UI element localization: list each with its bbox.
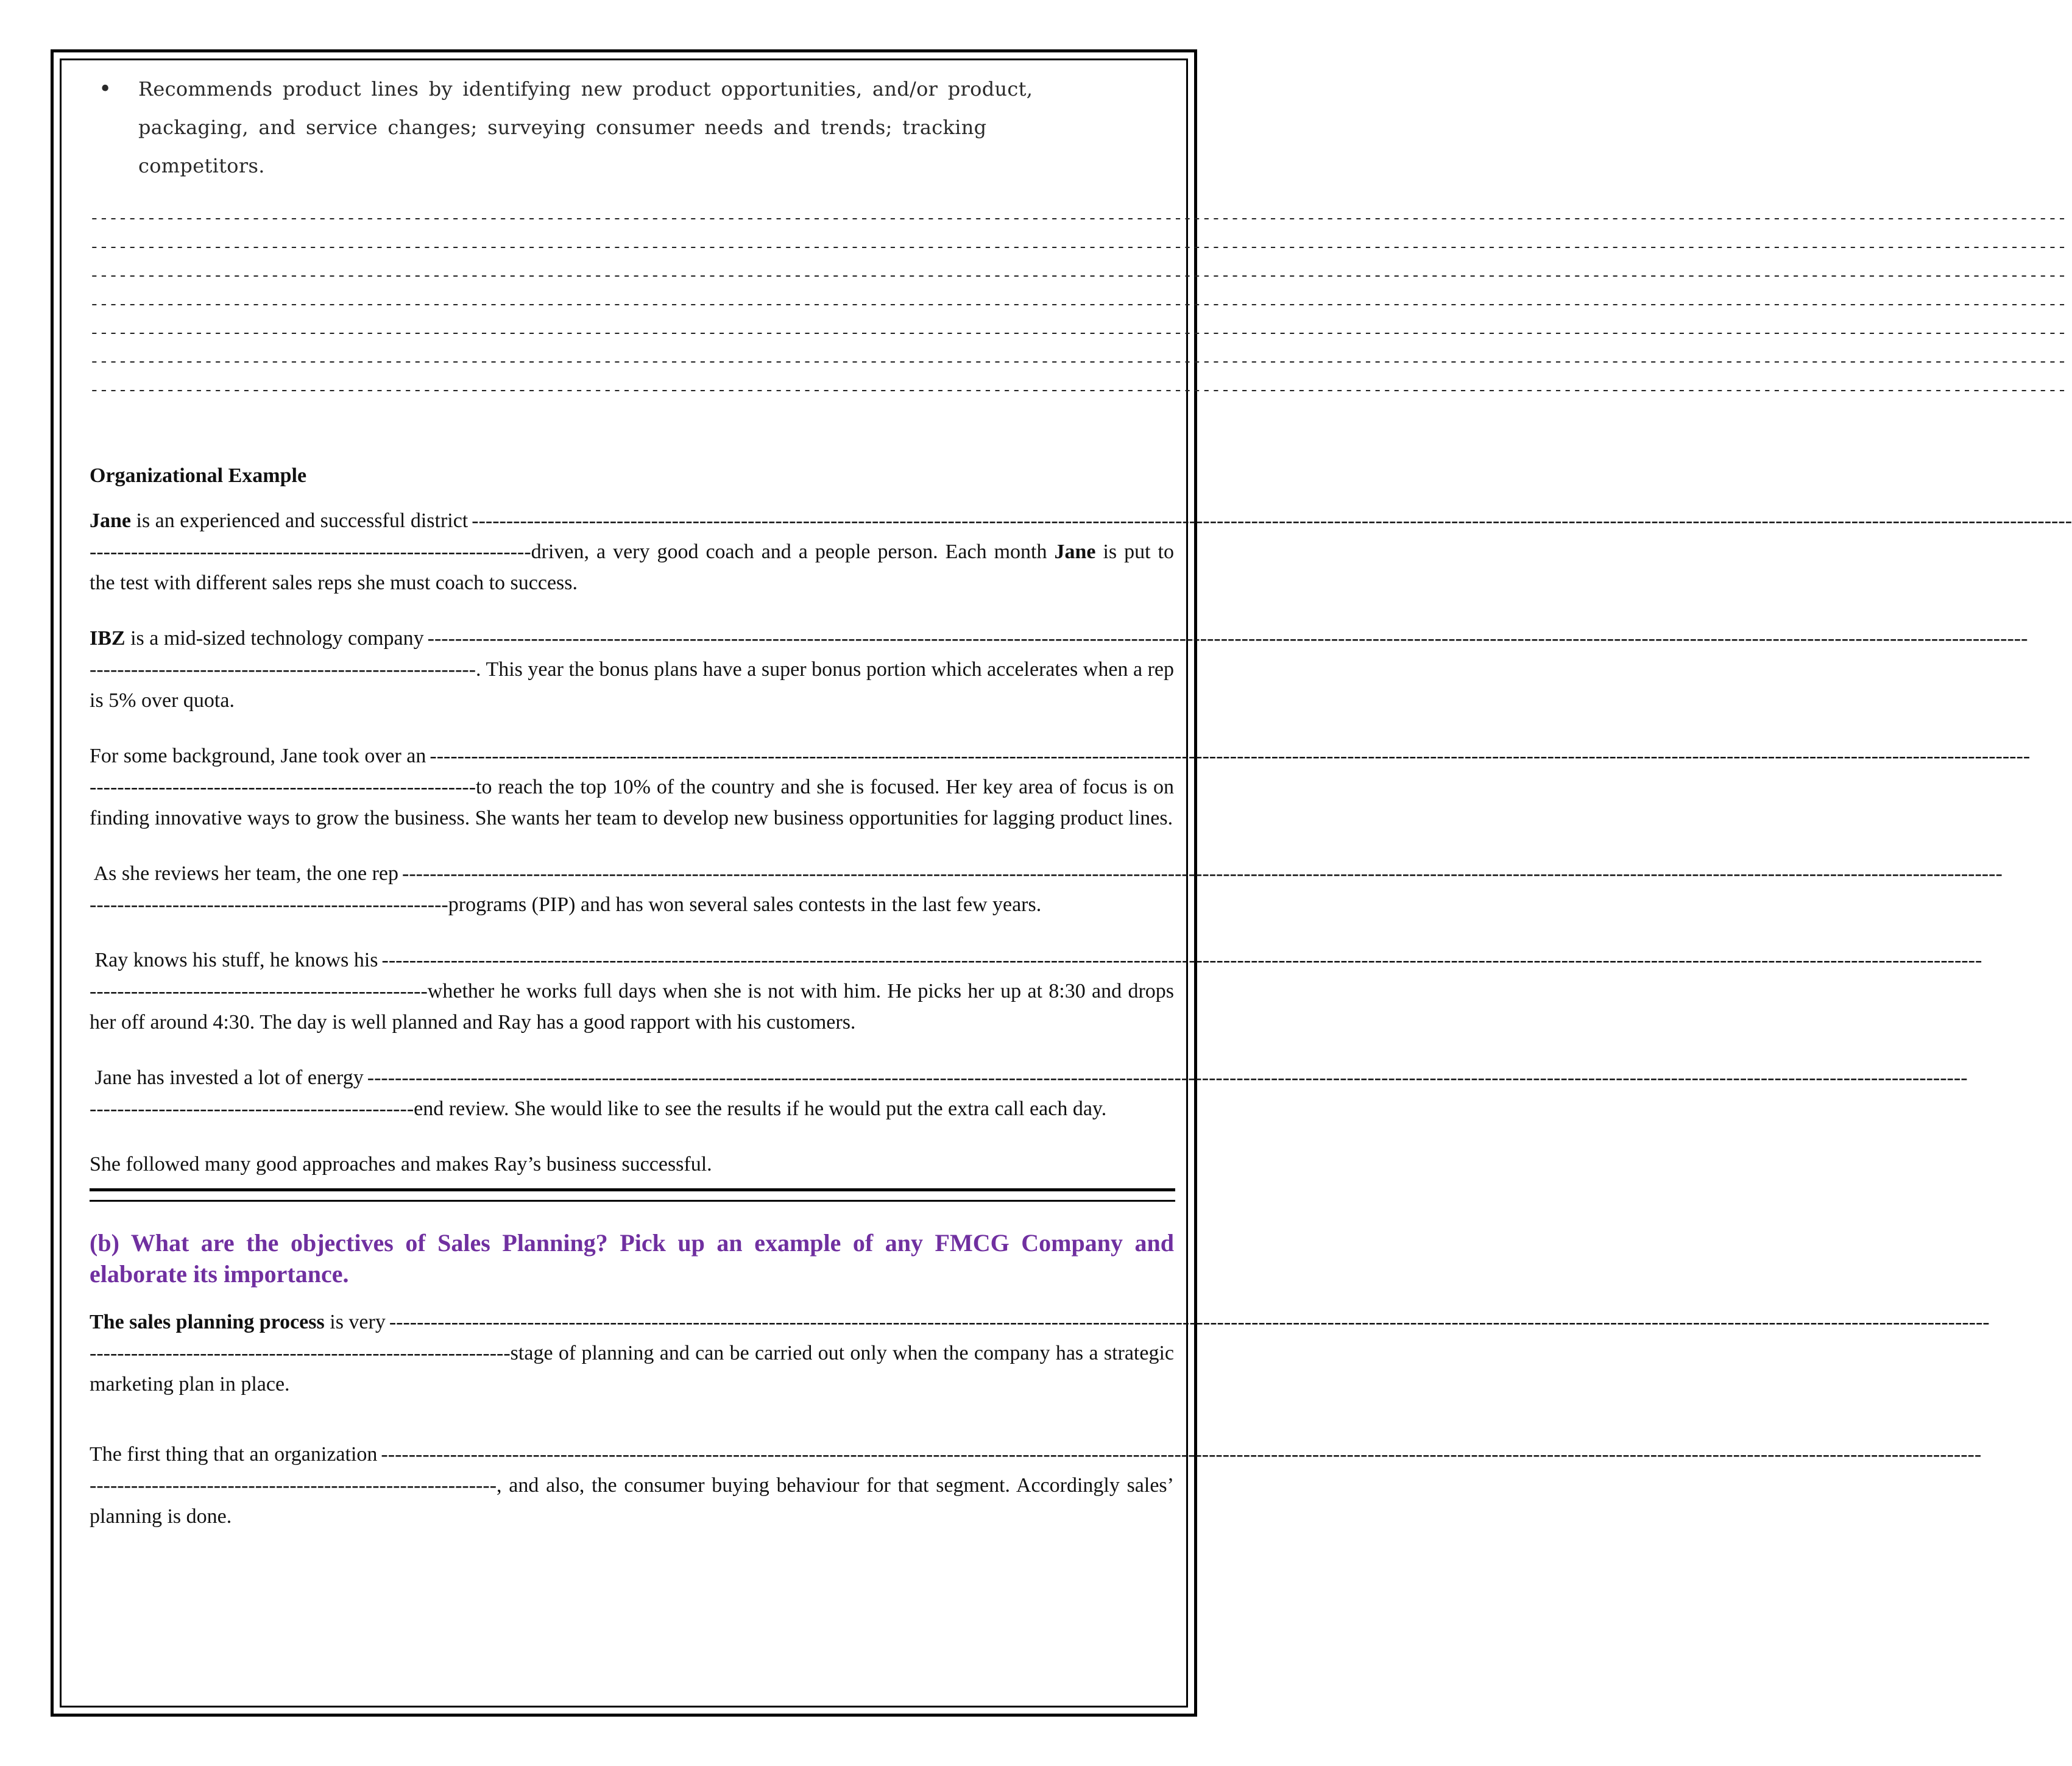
paragraph-4 (90, 858, 1174, 920)
paragraph-text: Jane has invested a lot of energy (90, 1066, 364, 1089)
dash-line: ---------------------------------------------------------------------------------------------------------------------------------------------------------------------------------------------------------------- (90, 238, 2067, 257)
blank-fill (402, 858, 2003, 889)
dash-line: ---------------------------------------------------------------------------------------------------------------------------------------------------------------------------------------------------------------- (90, 324, 2067, 342)
paragraph-3 (90, 740, 1174, 834)
paragraph-text: is a mid-sized technology company (125, 627, 424, 650)
dash-line: ---------------------------------------------------------------------------------------------------------------------------------------------------------------------------------------------------------------- (90, 381, 2067, 400)
blank-fill (428, 623, 2028, 654)
blank-answer-lines (90, 205, 2067, 405)
paragraph-text: to reach the top 10% of the country and she is focused. Her key area of focus is on finding innovative ways to grow the business. She wants her team to develop new business opportunities for lagging product lines. (90, 776, 1174, 829)
blank-dashes: ----------------------------------------------- (90, 1098, 414, 1120)
paragraph-text: is an experienced and successful district (131, 509, 468, 532)
blank-dashes: -------------------------------------------------------- (90, 658, 476, 681)
paragraph-text: She followed many good approaches and makes Ray’s business successful. (90, 1153, 712, 1176)
company-ibz: IBZ (90, 627, 126, 650)
blank-fill (430, 740, 2030, 771)
bullet-text: Recommends product lines by identifying new product opportunities, and/or product, packaging, and service changes; surveying consumer needs and trends; tracking competitors. (138, 77, 1033, 177)
bold-term: The sales planning process (90, 1311, 325, 1333)
blank-fill (389, 1307, 1990, 1338)
paragraph-text: . This year the bonus plans have a super bonus portion which accelerates when a rep is 5% over quota. (90, 658, 1174, 712)
name-jane: Jane (1054, 541, 1096, 563)
section-heading: Organizational Example (90, 464, 307, 487)
paragraph-text: , and also, the consumer buying behaviour for that segment. Accordingly sales’ planning is done. (90, 1474, 1174, 1528)
paragraph-text: For some background, Jane took over an (90, 745, 426, 767)
paragraph-5 (90, 945, 1174, 1038)
paragraph-2 (90, 623, 1174, 716)
paragraph-text: The first thing that an organization (90, 1443, 378, 1466)
blank-dashes: ----------------------------------------------------------- (90, 1474, 497, 1497)
paragraph-text: As she reviews her team, the one rep (90, 862, 398, 885)
blank-dashes: ---------------------------------------------------- (90, 893, 448, 916)
answer-paragraph-1 (90, 1307, 1174, 1400)
dash-line: ---------------------------------------------------------------------------------------------------------------------------------------------------------------------------------------------------------------- (90, 353, 2067, 371)
paragraph-text: is very (324, 1311, 386, 1333)
blank-fill (382, 945, 1982, 976)
blank-dashes: -------------------------------------------------------- (90, 776, 476, 798)
paragraph-text: whether he works full days when she is not with him. He picks her up at 8:30 and drops her off around 4:30. The day is well planned and Ray has a good rapport with his customers. (90, 980, 1174, 1034)
section-divider (90, 1188, 1175, 1202)
blank-fill (381, 1439, 1981, 1470)
blank-dashes: --------------------------------------------------------------- (90, 541, 525, 563)
document-content (90, 70, 2067, 1532)
blank-dashes: ------------------------------------------------- (90, 980, 428, 1002)
name-jane: Jane (90, 509, 131, 532)
paragraph-text: end review. She would like to see the results if he would put the extra call each day. (414, 1098, 1107, 1120)
paragraph-6 (90, 1062, 1174, 1124)
paragraph-text: -driven, a very good coach and a people person. Each month (524, 541, 1055, 563)
bullet-item (90, 70, 1174, 185)
dash-line: ---------------------------------------------------------------------------------------------------------------------------------------------------------------------------------------------------------------- (90, 267, 2067, 285)
dash-line: ---------------------------------------------------------------------------------------------------------------------------------------------------------------------------------------------------------------- (90, 296, 2067, 314)
paragraph-text: is put to the test with different sales reps she must coach to success. (90, 541, 1174, 594)
blank-fill (367, 1062, 1968, 1093)
answer-paragraph-2 (90, 1439, 1174, 1532)
blank-dashes: ------------------------------------------------------------- (90, 1342, 511, 1364)
paragraph-7 (90, 1149, 1174, 1180)
paragraph-text: stage of planning and can be carried out only when the company has a strategic marketing plan in place. (90, 1342, 1174, 1395)
paragraph-1 (90, 505, 1174, 598)
paragraph-text: Ray knows his stuff, he knows his (90, 949, 378, 971)
paragraph-text: programs (PIP) and has won several sales contests in the last few years. (448, 893, 1042, 916)
question-heading: (b) What are the objectives of Sales Planning? Pick up an example of any FMCG Company and elaborate its importance. (90, 1229, 1174, 1288)
dash-line: ---------------------------------------------------------------------------------------------------------------------------------------------------------------------------------------------------------------- (90, 210, 2067, 228)
blank-fill (472, 505, 2072, 536)
